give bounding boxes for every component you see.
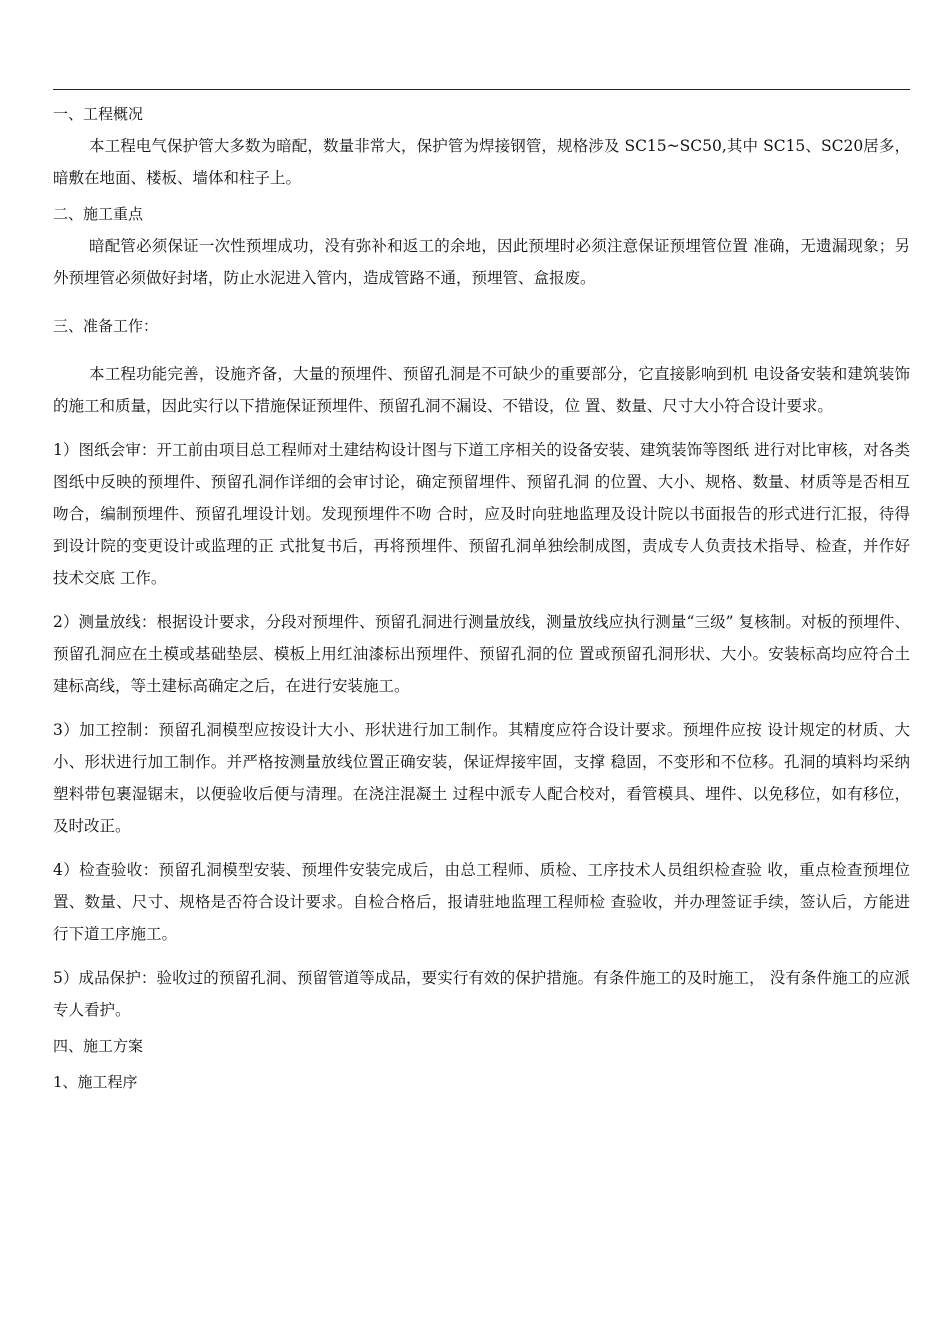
section3-item-5: 5）成品保护：验收过的预留孔洞、预留管道等成品，要实行有效的保护措施。有条件施工的及时施工， 没有条件施工的应派专人看护。 [53, 969, 910, 1019]
section4-sub1: 1、施工程序 [53, 1073, 138, 1091]
document-body [53, 98, 910, 1098]
section4-heading: 四、施工方案 [53, 1037, 144, 1055]
section1-heading: 一、工程概况 [53, 105, 144, 123]
section3-intro: 本工程功能完善，设施齐备，大量的预埋件、预留孔洞是不可缺少的重要部分，它直接影响到机 电设备安装和建筑装饰的施工和质量，因此实行以下措施保证预埋件、预留孔洞不漏设、不错设，位 置、数量、尺寸大小符合设计要求。 [53, 365, 910, 415]
section3-item-3: 3）加工控制：预留孔洞模型应按设计大小、形状进行加工制作。其精度应符合设计要求。预埋件应按 设计规定的材质、大小、形状进行加工制作。并严格按测量放线位置正确安装，保证焊接牢固，支撑 稳固，不变形和不位移。孔洞的填料均采纳塑料带包裹湿锯末，以便验收后便与清理。在浇注混凝土 过程中派专人配合校对，看管模具、埋件、以免移位，如有移位，及时改正。 [53, 721, 910, 835]
section3-item-2: 2）测量放线：根据设计要求，分段对预埋件、预留孔洞进行测量放线，测量放线应执行测量“三级” 复核制。对板的预埋件、预留孔洞应在土模或基础垫层、模板上用红油漆标出预埋件、预留孔洞的位 置或预留孔洞形状、大小。安装标高均应符合土建标高线，等土建标高确定之后，在进行安装施工。 [53, 613, 910, 695]
section3-item-4: 4）检查验收：预留孔洞模型安装、预埋件安装完成后，由总工程师、质检、工序技术人员组织检查验 收，重点检查预埋位置、数量、尺寸、规格是否符合设计要求。自检合格后，报请驻地监理工程师检 查验收，并办理签证手续，签认后，方能进行下道工序施工。 [53, 861, 910, 943]
section3-heading: 三、准备工作： [53, 317, 159, 335]
section2-heading: 二、施工重点 [53, 205, 144, 223]
section3-item-1: 1）图纸会审：开工前由项目总工程师对土建结构设计图与下道工序相关的设备安装、建筑装饰等图纸 进行对比审核，对各类图纸中反映的预埋件、预留孔洞作详细的会审讨论，确定预留埋件、预留孔洞 的位置、大小、规格、数量、材质等是否相互吻合，编制预埋件、预留孔埋设计划。发现预埋件不吻 合时，应及时向驻地监理及设计院以书面报告的形式进行汇报，待得到设计院的变更设计或监理的正 式批复书后，再将预埋件、预留孔洞单独绘制成图，责成专人负责技术指导、检查，并作好技术交底 工作。 [53, 441, 910, 587]
section2-body: 暗配管必须保证一次性预埋成功，没有弥补和返工的余地，因此预埋时必须注意保证预埋管位置 准确，无遗漏现象；另外预埋管必须做好封堵，防止水泥进入管内，造成管路不通，预埋管、盒报废。 [53, 237, 910, 287]
header-rule [53, 89, 910, 90]
section1-body: 本工程电气保护管大多数为暗配，数量非常大，保护管为焊接钢管，规格涉及 SC15~SC50,其中 SC15、SC20居多，暗敷在地面、楼板、墙体和柱子上。 [53, 137, 910, 187]
